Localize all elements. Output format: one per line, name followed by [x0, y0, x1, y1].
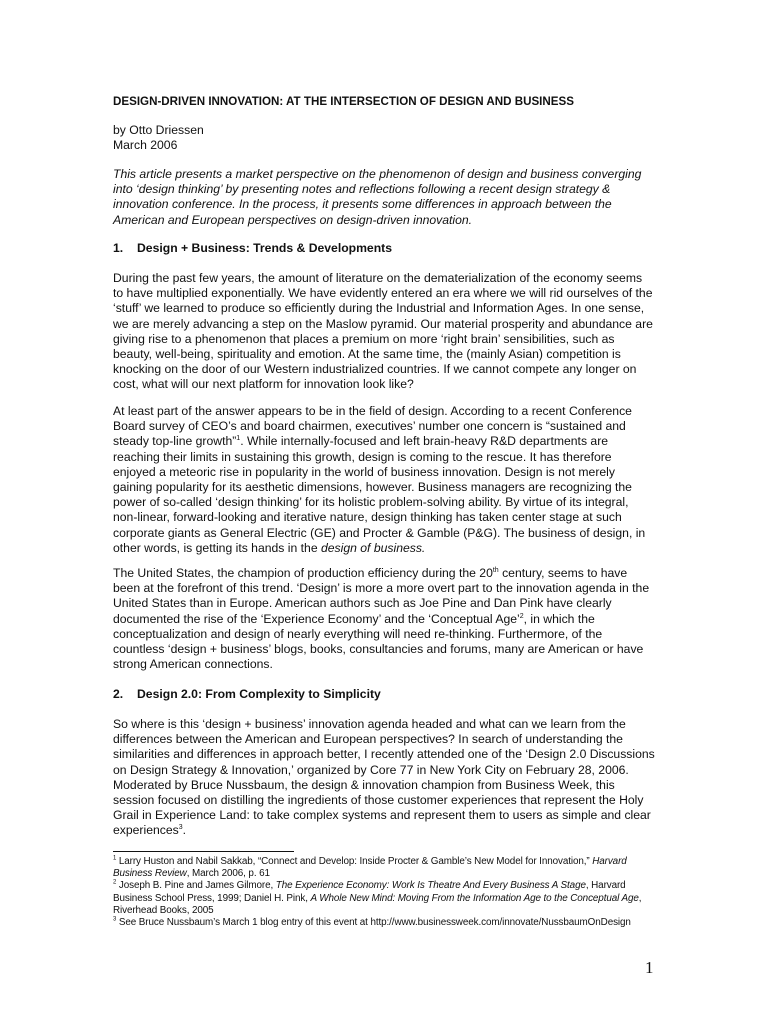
ordinal-suffix: th: [492, 566, 499, 574]
date: March 2006: [113, 138, 178, 153]
article-title: DESIGN-DRIVEN INNOVATION: AT THE INTERSECTION OF DESIGN AND BUSINESS: [113, 95, 574, 108]
footnote-2: [113, 880, 658, 917]
footnote-ref-3[interactable]: 3: [178, 824, 183, 832]
paragraph-text: .: [182, 823, 187, 838]
footnote-1: [113, 856, 658, 880]
footnote-text: , March 2006, p. 61: [186, 868, 270, 880]
section-2-heading: [113, 687, 381, 702]
emphasis-text: design of business.: [320, 540, 426, 555]
footnote-text: , Riverhead Books, 2005: [113, 892, 642, 916]
page-number: 1: [645, 958, 654, 977]
footnote-italic: Harvard Business Review: [113, 856, 627, 880]
footnote-italic: The Experience Economy: Work Is Theatre And Every Business A Stage: [275, 880, 586, 892]
footnote-text: See Bruce Nussbaum’s March 1 blog entry of this event at http://www.businessweek.com/innovate/NussbaumOnDesign: [116, 917, 631, 929]
footnote-text: Larry Huston and Nabil Sakkab, “Connect and Develop: Inside Procter & Gamble’s New Model for Innovation,”: [116, 856, 593, 867]
footnotes: [113, 856, 658, 929]
footnote-text: , Harvard Business School Press, 1999; Daniel H. Pink,: [113, 880, 626, 904]
footnote-number: 2: [113, 880, 117, 887]
section-1-paragraph-1: During the past few years, the amount of literature on the dematerialization of the economy seems to have multiplied exponentially. We have evidently entered an era where we will rid ourselves of the ‘stuff’ we learned to produce so efficiently during the Industrial and Information Ages. In one sense, we are merely advancing a step on the Maslow pyramid. Our material prosperity and abundance are giving rise to a phenomenon that places a premium on more ‘right brain’ sensibilities, such as beauty, well-being, spirituality and emotion. At the same time, the (mainly Asian) competition is knocking on the door of our Western industrialized countries. If we cannot compete any longer on cost, what will our next platform for innovation look like?: [113, 271, 653, 392]
footnote-3: [113, 917, 658, 929]
footnote-ref-1[interactable]: 1: [236, 435, 241, 443]
section-1-paragraph-2: [113, 404, 655, 556]
footnote-italic: A Whole New Mind: Moving From the Information Age to the Conceptual Age: [310, 892, 639, 904]
abstract: This article presents a market perspective on the phenomenon of design and business converging into ‘design thinking’ by presenting notes and reflections following a recent design strategy & innovation conference. In the process, it presents some differences in approach between the American and European perspectives on design-driven innovation.: [113, 167, 642, 227]
footnote-number: 1: [113, 855, 117, 862]
footnote-number: 3: [113, 916, 117, 923]
byline: [113, 123, 204, 153]
section-1-number: 1.: [113, 241, 124, 255]
section-1-paragraph-3: [113, 566, 655, 672]
paragraph-text: century, seems to have been at the forefront of this trend. ‘Design’ is more a more overt part to the innovation agenda in the United States than in Europe. American authors such as Joe Pine and Dan Pink have clearly documented the rise of the ‘Experience Economy’ and the ‘Conceptual Age’: [113, 566, 650, 626]
footnote-ref-2[interactable]: 2: [519, 612, 524, 620]
section-2-number: 2.: [113, 687, 124, 701]
section-2-paragraph-1: [113, 717, 655, 839]
footnote-text: Joseph B. Pine and James Gilmore,: [116, 880, 276, 892]
paragraph-text: At least part of the answer appears to be in the field of design. According to a recent Conference Board survey of CEO’s and board chairmen, executives’ number one concern is “sustained and steady top-line growth”: [113, 404, 632, 449]
footnote-divider: [113, 851, 294, 852]
paragraph-text: . While internally-focused and left brain-heavy R&D departments are reaching their limits in sustaining this growth, design is coming to the rescue. It has therefore enjoyed a meteoric rise in popularity in the world of business innovation. Design is not merely gaining popularity for its aesthetic dimensions, however. Business managers are recognizing the power of so-called ‘design thinking’ for its holistic problem-solving ability. By virtue of its integral, non-linear, forward-looking and iterative nature, design thinking has taken center stage at such corporate giants as General Electric (GE) and Procter & Gamble (P&G). The business of design, in other words, is getting its hands in the: [113, 434, 646, 555]
author: by Otto Driessen: [113, 123, 204, 137]
section-1-heading: [113, 241, 392, 256]
section-2-title: Design 2.0: From Complexity to Simplicity: [137, 687, 381, 701]
paragraph-text: So where is this ‘design + business’ innovation agenda headed and what can we learn from the differences between the American and European perspectives? In search of understanding the similarities and differences in approach better, I recently attended one of the ‘Design 2.0 Discussions on Design Strategy & Innovation,’ organized by Core 77 in New York City on February 28, 2006. Moderated by Bruce Nussbaum, the design & innovation champion from Business Week, this session focused on distilling the ingredients of those customer experiences that represent the Holy Grail in Experience Land: to take complex systems and represent them to users as simple and clear experiences: [113, 717, 655, 838]
paragraph-text: The United States, the champion of production efficiency during the 20: [113, 566, 493, 580]
section-1-title: Design + Business: Trends & Developments: [137, 241, 392, 255]
paragraph-text: , in which the conceptualization and design of nearly everything will need re-thinking. Furthermore, of the countless ‘design + business’ blogs, books, consultancies and forums, many are American or have strong American connections.: [113, 611, 644, 672]
